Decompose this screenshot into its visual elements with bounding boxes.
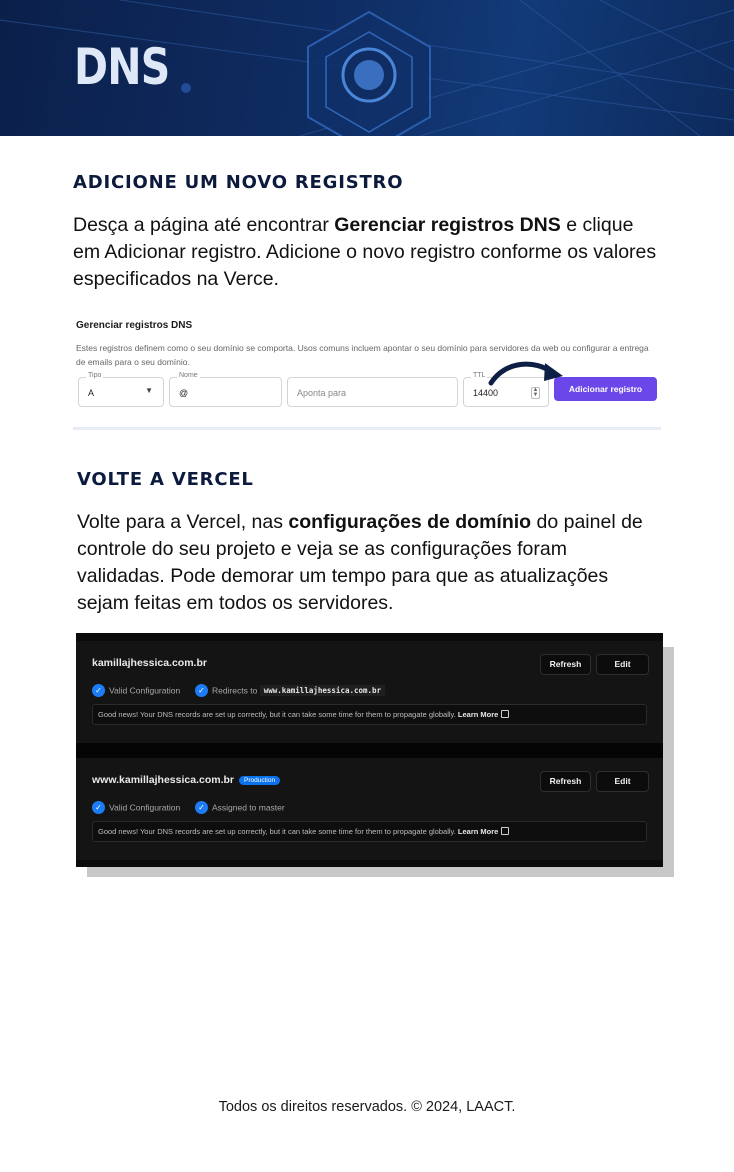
external-link-icon (501, 827, 509, 835)
production-badge: Production (239, 776, 280, 785)
nome-label: Nome (179, 372, 198, 379)
section-back-to-vercel-text: Volte para a Vercel, nas configurações de domínio do painel de controle do seu projeto e veja se as configurações foram validadas. Pode demorar um tempo para que as atualizações sejam feitas em todos os servidores. (77, 511, 643, 614)
domain-name: kamillajhessica.com.br (92, 657, 207, 669)
chevron-down-icon: ▼ (145, 386, 153, 395)
learn-more-link[interactable]: Learn More (457, 827, 499, 836)
tipo-value: A (88, 388, 95, 398)
dns-records-form-screenshot (73, 312, 661, 430)
page-title: DNS (74, 38, 170, 96)
form-description: Estes registros definem como o seu domínio se comporta. Usos comuns incluem apontar o seu domínio para servidores da web ou configurar a entrega de emails para o seu domínio. (76, 343, 649, 367)
edit-button[interactable]: Edit (596, 654, 649, 675)
ttl-value: 14400 (473, 388, 499, 398)
redirect-target: www.kamillajhessica.com.br (260, 685, 385, 696)
status-row: ✓ Valid Configuration ✓ Assigned to master (92, 801, 285, 815)
check-circle-icon: ✓ (195, 684, 208, 697)
check-circle-icon: ✓ (92, 801, 105, 814)
section-add-record-text: Desça a página até encontrar Gerenciar registros DNS e clique em Adicionar registro. Adicione o novo registro conforme os valores especificados na Verce. (73, 214, 657, 290)
form-title: Gerenciar registros DNS (76, 320, 193, 331)
dns-message: Good news! Your DNS records are set up correctly, but it can take some time for them to propagate globally. Learn More (92, 704, 647, 725)
footer-copyright: Todos os direitos reservados. © 2024, LAACT. (218, 1099, 516, 1115)
stepper-icon[interactable]: ▲ ▼ (532, 387, 539, 398)
edit-button[interactable]: Edit (596, 771, 649, 792)
check-circle-icon: ✓ (92, 684, 105, 697)
tipo-select[interactable] (78, 372, 164, 407)
card-separator (76, 743, 663, 758)
domain-card (76, 758, 663, 860)
nome-value: @ (179, 388, 189, 398)
section-title-back-to-vercel: VOLTE A VERCEL (77, 469, 254, 490)
check-circle-icon: ✓ (195, 801, 208, 814)
external-link-icon (501, 710, 509, 718)
section-title-add-record: ADICIONE UM NOVO REGISTRO (73, 172, 404, 193)
ttl-label: TTL (473, 372, 486, 379)
refresh-button[interactable]: Refresh (540, 654, 591, 675)
nome-input[interactable] (169, 372, 282, 407)
curved-arrow-icon (487, 357, 567, 387)
learn-more-link[interactable]: Learn More (457, 710, 499, 719)
tipo-label: Tipo (88, 372, 102, 379)
aponta-para-input[interactable] (287, 377, 458, 407)
aponta-para-placeholder: Aponta para (297, 388, 347, 398)
header-banner (0, 0, 734, 136)
vercel-domains-screenshot (76, 633, 663, 867)
add-record-button[interactable]: Adicionar registro (554, 377, 657, 401)
domain-card (76, 641, 663, 743)
status-row: ✓ Valid Configuration ✓ Redirects to www.kamillajhessica.com.br (92, 684, 385, 698)
dns-message: Good news! Your DNS records are set up correctly, but it can take some time for them to propagate globally. Learn More (92, 821, 647, 842)
refresh-button[interactable]: Refresh (540, 771, 591, 792)
domain-name: www.kamillajhessica.com.br Production (92, 774, 280, 786)
